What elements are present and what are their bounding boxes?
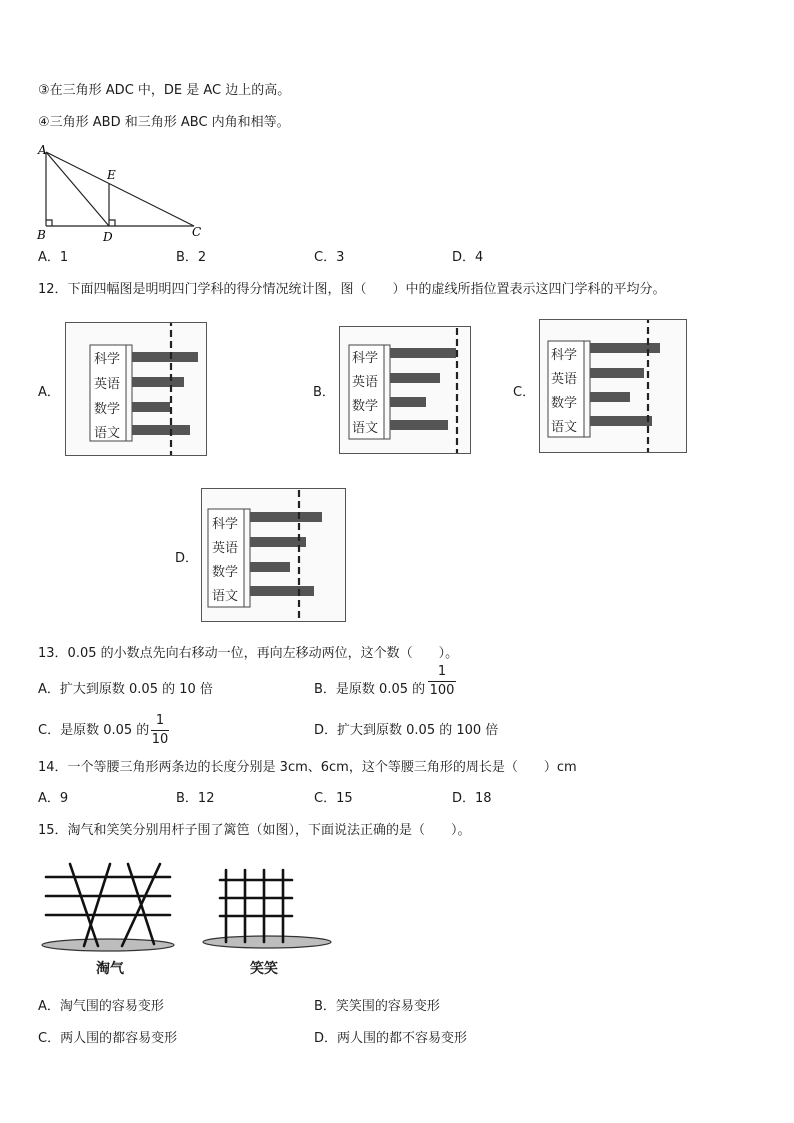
label-d: D	[103, 230, 113, 242]
q14-text: 14．一个等腰三角形两条边的长度分别是 3cm、6cm，这个等腰三角形的周长是（ ）cm	[38, 760, 577, 775]
q14-option-b[interactable]: B．12	[176, 791, 215, 806]
subject-english: 英语	[94, 377, 121, 392]
fraction-denominator: 10	[151, 732, 169, 747]
q13-option-a[interactable]: A．扩大到原数 0.05 的 10 倍	[38, 682, 213, 697]
fence-xiaoxiao	[200, 866, 334, 954]
q12-option-c-label[interactable]: C．	[513, 385, 536, 400]
subject-science: 科学	[352, 351, 379, 366]
q15-text: 15．淘气和笑笑分别用杆子围了篱笆（如图），下面说法正确的是（ ）。	[38, 823, 471, 838]
fraction-one-tenth	[151, 713, 169, 748]
q11-option-b[interactable]: B．2	[176, 250, 207, 265]
q15-option-c[interactable]: C．两人围的都容易变形	[38, 1031, 178, 1046]
side-ac	[46, 152, 194, 226]
statement-3	[38, 82, 290, 100]
chart-panel-c[interactable]	[539, 319, 687, 453]
statement-4-text: 三角形 ABD 和三角形 ABC 内角和相等。	[49, 115, 290, 130]
q14-option-d[interactable]: D．18	[452, 791, 492, 806]
subject-english: 英语	[352, 375, 379, 390]
subject-english: 英语	[551, 372, 578, 387]
q13-text: 13．0.05 的小数点先向右移动一位，再向左移动两位，这个数（ ）。	[38, 646, 459, 661]
chart-panel-d[interactable]	[201, 488, 346, 622]
triangle-figure	[34, 142, 214, 242]
fraction-numerator: 1	[155, 713, 165, 728]
q15-option-b[interactable]: B．笑笑围的容易变形	[314, 999, 440, 1014]
label-a: A	[38, 143, 47, 157]
fence-label-taoqi: 淘气	[96, 961, 124, 977]
q13-option-d[interactable]: D．扩大到原数 0.05 的 100 倍	[314, 723, 499, 738]
q13-option-c[interactable]	[38, 722, 149, 740]
label-c: C	[192, 225, 202, 239]
label-b: B	[37, 228, 46, 242]
subject-chinese: 语文	[352, 421, 379, 436]
subject-math: 数学	[352, 399, 379, 414]
q15-option-d[interactable]: D．两人围的都不容易变形	[314, 1031, 468, 1046]
q15-option-a[interactable]: A．淘气围的容易变形	[38, 999, 164, 1014]
fraction-one-hundredth	[428, 664, 456, 699]
circled-number-3: ③	[38, 83, 50, 98]
q12-option-b-label[interactable]: B．	[313, 385, 335, 400]
fence-label-xiaoxiao: 笑笑	[250, 961, 278, 977]
subject-english: 英语	[212, 541, 239, 556]
right-angle-b	[46, 220, 52, 226]
subject-math: 数学	[94, 402, 121, 417]
q14-option-a[interactable]: A．9	[38, 791, 69, 806]
statement-3-text: 在三角形 ADC 中，DE 是 AC 边上的高。	[49, 83, 291, 98]
subject-science: 科学	[94, 352, 121, 367]
q12-option-a-label[interactable]: A．	[38, 385, 60, 400]
chart-panel-a[interactable]	[65, 322, 207, 456]
chart-panel-b[interactable]	[339, 326, 471, 454]
q13-option-b-text: B．是原数 0.05 的	[314, 682, 426, 697]
subject-science: 科学	[551, 348, 578, 363]
fraction-denominator: 100	[429, 683, 455, 698]
circled-number-4: ④	[38, 115, 50, 130]
q11-option-c[interactable]: C．3	[314, 250, 345, 265]
q11-option-d[interactable]: D．4	[452, 250, 484, 265]
subject-chinese: 语文	[212, 589, 239, 604]
segment-ad	[46, 152, 109, 226]
q13-option-c-text: C．是原数 0.05 的	[38, 723, 150, 738]
fence-taoqi	[40, 858, 180, 954]
q13-option-b[interactable]	[314, 681, 425, 699]
q12-text: 12．下面四幅图是明明四门学科的得分情况统计图，图（ ）中的虚线所指位置表示这四门学科的平均分。	[38, 282, 666, 297]
subject-chinese: 语文	[551, 420, 578, 435]
subject-chinese: 语文	[94, 426, 121, 441]
label-e: E	[107, 168, 116, 182]
subject-science: 科学	[212, 517, 239, 532]
q12-option-d-label[interactable]: D．	[175, 551, 199, 566]
q14-option-c[interactable]: C．15	[314, 791, 353, 806]
right-angle-d	[109, 220, 115, 226]
subject-math: 数学	[212, 565, 239, 580]
statement-4	[38, 114, 290, 132]
fraction-numerator: 1	[437, 664, 447, 679]
subject-math: 数学	[551, 396, 578, 411]
q11-option-a[interactable]: A．1	[38, 250, 69, 265]
